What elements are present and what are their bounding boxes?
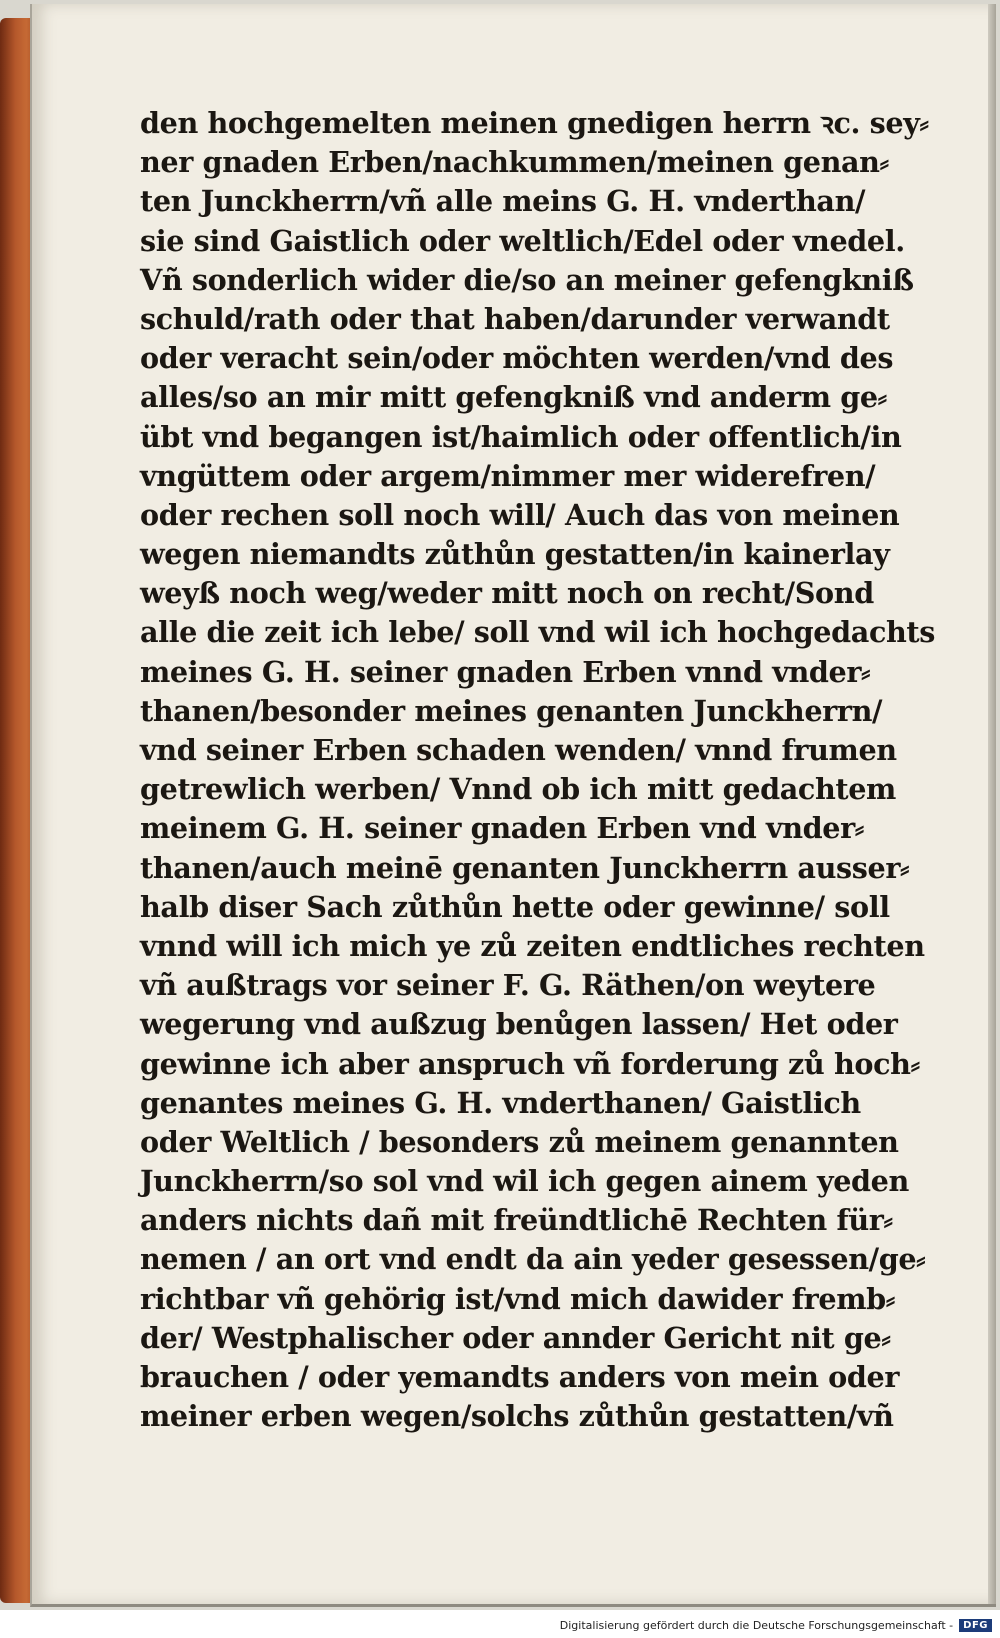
text-line: oder rechen soll noch will/ Auch das von meinen	[140, 497, 900, 532]
text-line: thanen/besonder meines genanten Junckherrn/	[140, 693, 883, 728]
text-line: meiner erben wegen/solchs zůthůn gestatten/vñ	[140, 1399, 894, 1434]
text-line: übt vnd begangen ist/haimlich oder offentlich/in	[140, 419, 902, 454]
text-line: anders nichts dañ mit freündtlichē Rechten für⸗	[140, 1203, 893, 1238]
text-line: wegerung vnd außzug benůgen lassen/ Het oder	[140, 1007, 898, 1042]
text-line: nemen / an ort vnd endt da ain yeder gesessen/ge⸗	[140, 1242, 926, 1277]
body-text	[140, 104, 950, 1436]
text-line: sie sind Gaistlich oder weltlich/Edel oder vnedel.	[140, 223, 905, 258]
text-line: vñ außtrags vor seiner F. G. Räthen/on weytere	[140, 968, 876, 1003]
text-line: vngüttem oder argem/nimmer mer widerefren/	[140, 458, 876, 493]
text-line: meines G. H. seiner gnaden Erben vnnd vnder⸗	[140, 654, 871, 689]
text-line: wegen niemandts zůthůn gestatten/in kainerlay	[140, 537, 890, 572]
text-line: ner gnaden Erben/nachkummen/meinen genan⸗	[140, 145, 889, 180]
text-line: den hochgemelten meinen gnedigen herrn ꝛc. sey⸗	[140, 106, 929, 140]
text-line: genantes meines G. H. vnderthanen/ Gaistlich	[140, 1085, 861, 1120]
text-line: oder Weltlich / besonders zů meinem genannten	[140, 1124, 899, 1159]
text-line: meinem G. H. seiner gnaden Erben vnd vnder⸗	[140, 811, 864, 846]
text-line: alles/so an mir mitt gefengkniß vnd anderm ge⸗	[140, 380, 887, 415]
page-edge	[988, 4, 996, 1604]
text-line: Vñ sonderlich wider die/so an meiner gefengkniß	[140, 262, 914, 297]
text-line: vnnd will ich mich ye zů zeiten endtliches rechten	[140, 928, 925, 963]
text-line: richtbar vñ gehörig ist/vnd mich dawider fremb⸗	[140, 1281, 895, 1316]
text-line: weyß noch weg/weder mitt noch on recht/Sond	[140, 576, 874, 611]
text-line: ten Junckherrn/vñ alle meins G. H. vnderthan/	[140, 184, 866, 219]
funding-note: Digitalisierung gefördert durch die Deutsche Forschungsgemeinschaft -	[559, 1619, 954, 1632]
dfg-logo: DFG	[959, 1619, 992, 1632]
text-line: gewinne ich aber anspruch vñ forderung zů hoch⸗	[140, 1046, 920, 1081]
text-line: thanen/auch meinē genanten Junckherrn ausser⸗	[140, 850, 910, 885]
text-line: schuld/rath oder that haben/darunder verwandt	[140, 301, 890, 336]
text-line: brauchen / oder yemandts anders von mein oder	[140, 1360, 900, 1394]
text-line: halb diser Sach zůthůn hette oder gewinne/ soll	[140, 889, 890, 924]
text-line: alle die zeit ich lebe/ soll vnd wil ich hochgedachts	[140, 615, 936, 650]
text-line: vnd seiner Erben schaden wenden/ vnnd frumen	[140, 733, 897, 767]
text-line: oder veracht sein/oder möchten werden/vnd des	[140, 341, 894, 376]
text-line: getrewlich werben/ Vnnd ob ich mitt gedachtem	[140, 772, 896, 807]
text-line: Junckherrn/so sol vnd wil ich gegen ainem yeden	[140, 1164, 909, 1199]
footer-credit	[560, 1619, 992, 1632]
text-line: der/ Westphalischer oder annder Gericht nit ge⸗	[140, 1320, 891, 1355]
